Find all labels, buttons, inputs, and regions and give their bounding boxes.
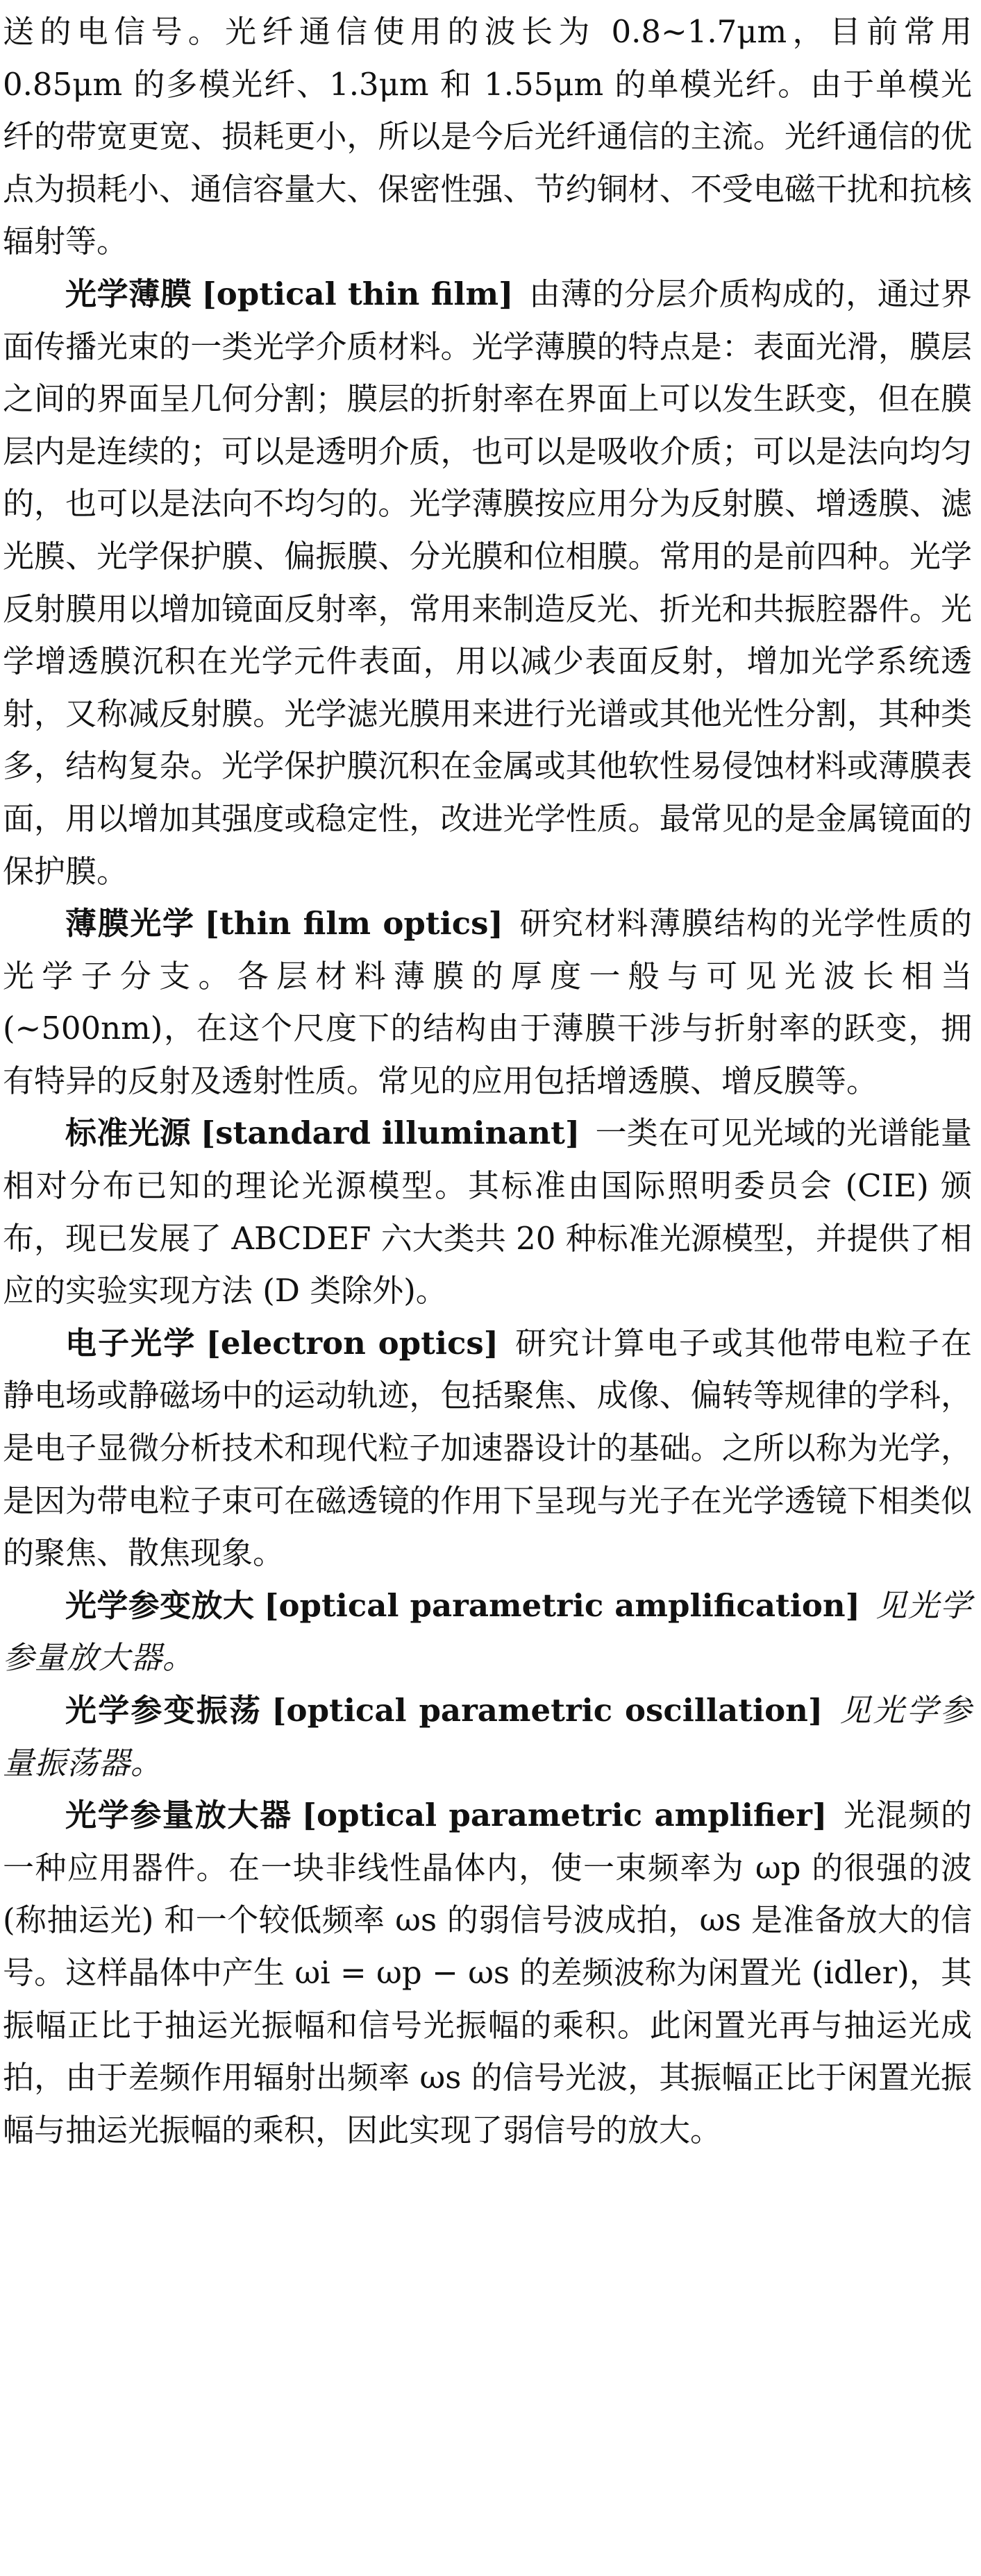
entry-english-term: [optical parametric oscillation] <box>271 1692 823 1729</box>
entry-english-term: [electron optics] <box>206 1324 499 1362</box>
entry-cross-reference: 见光学参量放大器。 <box>3 1586 972 1677</box>
entry-standard-illuminant <box>3 1107 972 1316</box>
entry-cross-reference: 见光学参量振荡器。 <box>3 1692 972 1781</box>
entry-english-term: [optical thin film] <box>201 275 514 312</box>
entry-electron-optics <box>3 1317 972 1579</box>
entry-term: 电子光学 <box>65 1324 196 1362</box>
entry-body: 研究计算电子或其他带电粒子在静电场或静磁场中的运动轨迹，包括聚焦、成像、偏转等规律的学科，是电子显微分析技术和现代粒子加速器设计的基础。之所以称为光学，是因为带电粒子束可在磁透镜的作用下呈现与光子在光学透镜下相类似的聚焦、散焦现象。 <box>3 1324 972 1572</box>
entry-term: 光学参量放大器 <box>65 1797 292 1834</box>
entry-term: 光学参变振荡 <box>65 1692 262 1729</box>
entry-optical-parametric-amplifier <box>3 1789 972 2156</box>
entry-thin-film-optics <box>3 897 972 1107</box>
entry-english-term: [standard illuminant] <box>200 1115 580 1152</box>
entry-term: 标准光源 <box>65 1115 191 1152</box>
intro-paragraph: 送的电信号。光纤通信使用的波长为 0.8∼1.7μm，目前常用 0.85μm 的多模光纤、1.3μm 和 1.55μm 的单模光纤。由于单模光纤的带宽更宽、损耗更小，所以是今后光纤通信的主流。光纤通信的优点为损耗小、通信容量大、保密性强、节约铜材、不受电磁干扰和抗核辐射等。 <box>3 13 972 260</box>
entry-optical-parametric-amplification <box>3 1579 972 1684</box>
document-page <box>3 0 972 2156</box>
entry-english-term: [optical parametric amplifier] <box>301 1797 828 1834</box>
entry-english-term: [thin film optics] <box>204 905 503 942</box>
entry-body: 研究材料薄膜结构的光学性质的光学子分支。各层材料薄膜的厚度一般与可见光波长相当 (∼500nm)，在这个尺度下的结构由于薄膜干涉与折射率的跃变，拥有特异的反射及透射性质。常见的应用包括增透膜、增反膜等。 <box>3 905 972 1099</box>
entry-body: 由薄的分层介质构成的，通过界面传播光束的一类光学介质材料。光学薄膜的特点是：表面光滑，膜层之间的界面呈几何分割；膜层的折射率在界面上可以发生跃变，但在膜层内是连续的；可以是透明介质，也可以是吸收介质；可以是法向均匀的，也可以是法向不均匀的。光学薄膜按应用分为反射膜、增透膜、滤光膜、光学保护膜、偏振膜、分光膜和位相膜。常用的是前四种。光学反射膜用以增加镜面反射率，常用来制造反光、折光和共振腔器件。光学增透膜沉积在光学元件表面，用以减少表面反射，增加光学系统透射，又称减反射膜。光学滤光膜用来进行光谱或其他光性分割，其种类多，结构复杂。光学保护膜沉积在金属或其他软性易侵蚀材料或薄膜表面，用以增加其强度或稳定性，改进光学性质。最常见的是金属镜面的保护膜。 <box>3 275 972 890</box>
entry-optical-thin-film <box>3 268 972 897</box>
entry-term: 光学参变放大 <box>65 1586 255 1624</box>
entry-term: 光学薄膜 <box>65 275 192 312</box>
entry-body: 一类在可见光域的光谱能量相对分布已知的理论光源模型。其标准由国际照明委员会 (CIE) 颁布，现已发展了 ABCDEF 六大类共 20 种标准光源模型，并提供了相应的实验实现方法 (D 类除外)。 <box>3 1115 972 1310</box>
entry-body: 光混频的一种应用器件。在一块非线性晶体内，使一束频率为 ωp 的很强的波 (称抽运光) 和一个较低频率 ωs 的弱信号波成拍，ωs 是准备放大的信号。这样晶体中产生 ωi = ωp − ωs 的差频波称为闲置光 (idler)，其振幅正比于抽运光振幅和信号光振幅的乘积。此闲置光再与抽运光成拍，由于差频作用辐射出频率 ωs 的信号光波，其振幅正比于闲置光振幅与抽运光振幅的乘积，因此实现了弱信号的放大。 <box>3 1797 972 2149</box>
entry-term: 薄膜光学 <box>65 905 195 942</box>
entry-english-term: [optical parametric amplification] <box>264 1586 860 1624</box>
entry-optical-parametric-oscillation <box>3 1684 972 1789</box>
